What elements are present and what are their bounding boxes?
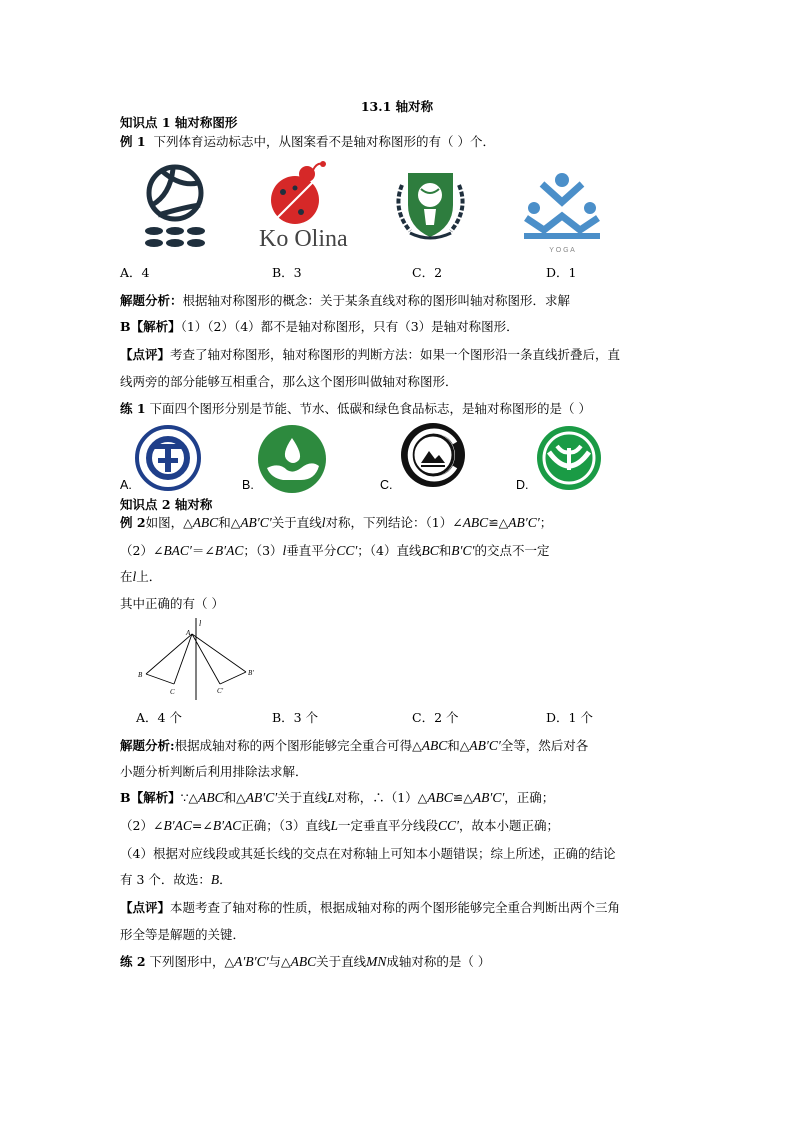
option-a: A．4 (120, 265, 150, 280)
option-b: B．3 (272, 265, 302, 280)
comment-1-line-1 (120, 346, 620, 364)
comment-2-line-1: 【点评】本题考查了轴对称的性质，根据成轴对称的两个图形能够完全重合判断出两个三角 (120, 900, 621, 915)
example-2-label: 例 2 (120, 515, 146, 530)
yoga-logo (520, 170, 605, 255)
answer-2-line-1: B【解析】∵△ABC和△AB′C′关于直线L对称，∴（1）△ABC≌△AB′C′，正确； (120, 790, 555, 805)
answer-2-line-3: （4）根据对应线段或其延长线的交点在对称轴上可知本小题错误；综上所述，正确的结论 (120, 846, 616, 861)
yoga-logo-text: Y O G A (549, 247, 575, 254)
practice-option-a: A. (120, 478, 132, 492)
practice-1-text: 下面四个图形分别是节能、节水、低碳和绿色食品标志，是轴对称图形的是（ ） (149, 401, 592, 416)
comment-2-line-2: 形全等是解题的关键． (120, 927, 246, 942)
analysis-2-line-2: 小题分析判断后利用排除法求解． (120, 764, 308, 779)
label-b-prime: B′ (248, 669, 254, 677)
example-2-option-b: B．3 个 (272, 710, 319, 725)
practice-1-question (120, 400, 591, 418)
energy-saving-logo (134, 424, 202, 492)
example-2-line-1: 例 2如图，△ABC和△AB′C′关于直线l对称，下列结论：（1）∠ABC≌△AB′C′； (120, 515, 553, 530)
practice-option-b: B. (242, 478, 254, 492)
ladybug-logo-text: Ko Olina (259, 226, 348, 252)
label-c-prime: C′ (217, 687, 224, 695)
analysis-text: 根据轴对称图形的概念：关于某条直线对称的图形叫轴对称图形．求解 (182, 293, 571, 308)
page-title: 13.1 轴对称 (360, 99, 434, 114)
comment-text: 考查了轴对称图形，轴对称图形的判断方法：如果一个图形沿一条直线折叠后，直 (170, 347, 621, 362)
green-food-logo (535, 424, 603, 492)
comment-label: 【点评】 (120, 347, 171, 362)
example-2-option-d: D．1 个 (546, 710, 593, 725)
practice-2-question: 练 2 下列图形中，△A′B′C′与△ABC关于直线MN成轴对称的是（ ） (120, 954, 491, 969)
label-l: l (199, 619, 202, 628)
analysis-1 (120, 292, 570, 310)
section-heading-1: 知识点 1 轴对称图形 (120, 115, 238, 130)
analysis-label: 解题分析： (120, 293, 183, 308)
example-2-option-c: C．2 个 (412, 710, 459, 725)
example-2-line-4: 其中正确的有（ ） (120, 596, 224, 611)
answer-1 (120, 318, 519, 336)
option-c: C．2 (412, 265, 443, 280)
example-1-label: 例 1 (120, 134, 146, 149)
answer-2-line-4: 有 3 个．故选：B． (120, 872, 232, 887)
example-1-question (120, 133, 495, 151)
example-2-line-3: 在l上． (120, 569, 162, 584)
olive-wreath-logo (388, 165, 473, 245)
comment-1-line-2: 线两旁的部分能够互相重合，那么这个图形叫做轴对称图形． (120, 374, 458, 389)
practice-1-label: 练 1 (120, 401, 146, 416)
label-b: B (138, 671, 143, 679)
ladybug-logo (255, 160, 360, 255)
example-2-line-2: （2）∠BAC′＝∠B′AC；（3）l垂直平分CC′；（4）直线BC和B′C′的交点不一定 (120, 543, 550, 558)
answer-text: （1）（2）（4）都不是轴对称图形，只有（3）是轴对称图形． (180, 319, 519, 334)
section-heading-2: 知识点 2 轴对称 (120, 497, 213, 512)
practice-option-c: C. (380, 478, 393, 492)
example-1-text: 下列体育运动标志中，从图案看不是轴对称图形的有（ ）个． (153, 134, 495, 149)
triangle-symmetry-figure (130, 618, 270, 700)
water-saving-logo (257, 424, 327, 494)
answer-2-line-2: （2）∠B′AC=∠B′AC正确；（3）直线L一定垂直平分线段CC′，故本小题正确； (120, 818, 560, 833)
analysis-2-line-1: 解题分析:根据成轴对称的两个图形能够完全重合可得△ABC和△AB′C′全等，然后对各 (120, 738, 589, 753)
answer-label: B【解析】 (120, 319, 181, 334)
low-carbon-logo (399, 421, 467, 489)
label-a: A (186, 629, 191, 637)
label-c: C (170, 688, 175, 696)
volleyball-logo (140, 165, 210, 255)
practice-option-d: D. (516, 478, 529, 492)
option-d: D．1 (546, 265, 577, 280)
example-2-option-a: A．4 个 (136, 710, 182, 725)
